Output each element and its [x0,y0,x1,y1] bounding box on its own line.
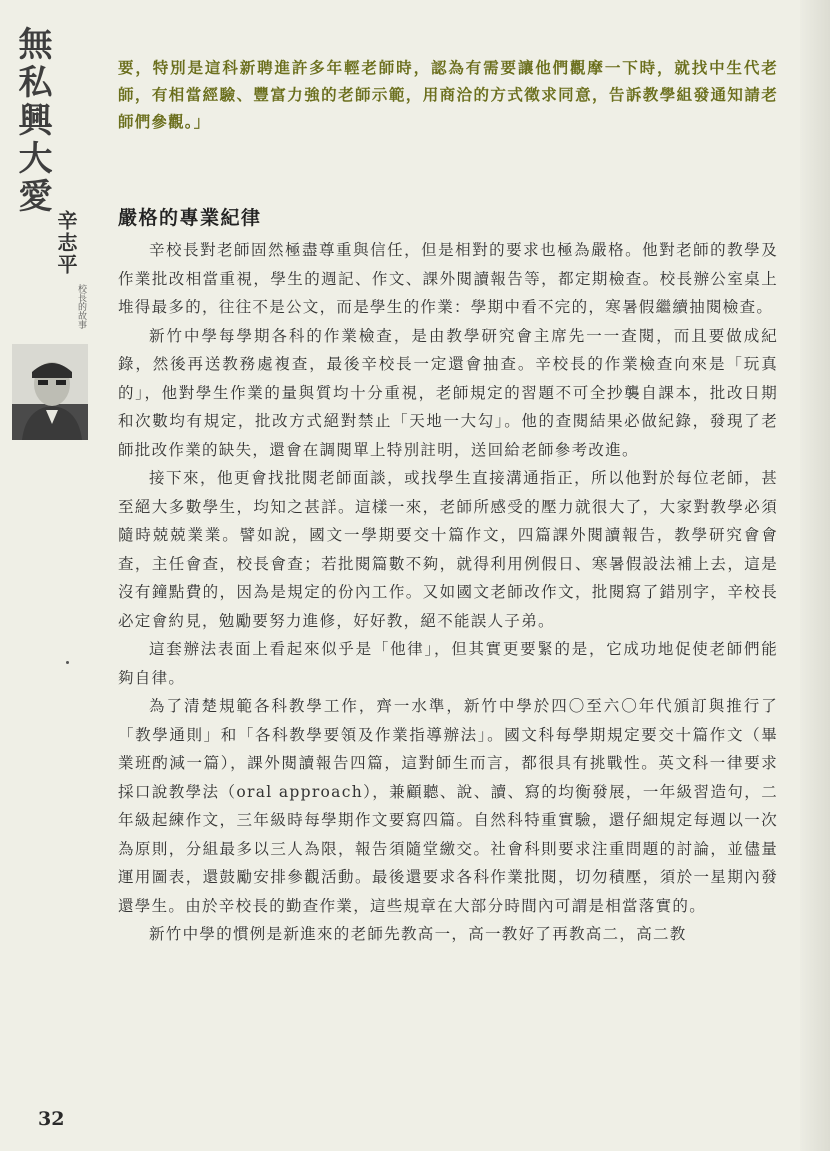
print-speck [66,661,69,664]
paragraph-4: 這套辦法表面上看起來似乎是「他律」，但其實更要緊的是，它成功地促使老師們能夠自律。 [118,640,778,687]
paragraph-3: 接下來，他更會找批閱老師面談，或找學生直接溝通指正，所以他對於每位老師，甚至絕大多數學生，均知之甚詳。這樣一來，老師所感受的壓力就很大了，大家對教學必須隨時兢兢業業。譬如說，國文一學期要交十篇作文，四篇課外閱讀報告，教學研究會會查，主任會查，校長會查；若批閱篇數不夠，就得利用例假日、寒暑假設法補上去，這是沒有鐘點費的，因為是規定的份內工作。又如國文老師改作文，批閱寫了錯別字，辛校長必定會約見，勉勵要努力進修，好好教，絕不能誤人子弟。 [118,469,778,630]
author-portrait [12,344,88,440]
paragraph-6: 新竹中學的慣例是新進來的老師先教高一，高一教好了再教高二，高二教 [149,925,687,943]
page-edge-shadow [800,0,830,1151]
paragraph-5: 為了清楚規範各科教學工作，齊一水準，新竹中學於四〇至六〇年代頒訂與推行了「教學通則」和「各科教學要領及作業指導辦法」。國文科每學期規定要交十篇作文（畢業班酌減一篇），課外閱讀報告四篇，這對師生而言，都很具有挑戰性。英文科一律要求採口說教學法（oral approach），兼顧聽、說、讀、寫的均衡發展，一年級習造句，二年級起練作文，三年級時每學期作文要寫四篇。自然科特重實驗，還仔細規定每週以一次為原則，分組最多以三人為限，報告須隨堂繳交。社會科則要求注重問題的討論，並儘量運用圖表，還鼓勵安排參觀活動。最後還要求各科作業批閱，切勿積壓，須於一星期內發還學生。由於辛校長的勤查作業，這些規章在大部分時間內可謂是相當落實的。 [118,697,778,915]
book-title: 無私興大愛 [12,26,52,216]
page-content [118,55,778,949]
quote-continuation: 要，特別是這科新聘進許多年輕老師時，認為有需要讓他們觀摩一下時，就找中生代老師，有相當經驗、豐富力強的老師示範，用商洽的方式徵求同意，告訴教學組發通知請老師們參觀。」 [118,59,778,131]
author-name: 辛志平 [54,210,78,276]
page-number: 32 [38,1108,65,1130]
book-subtitle: 校長的故事 [76,284,86,329]
paragraph-2: 新竹中學每學期各科的作業檢查，是由教學研究會主席先一一查閱，而且要做成紀錄，然後再送教務處複查，最後辛校長一定還會抽查。辛校長的作業檢查向來是「玩真的」，他對學生作業的量與質均十分重視，老師規定的習題不可全抄襲自課本，批改日期和次數均有規定，批改方式絕對禁止「天地一大勾」。他的查閱結果必做紀錄，發現了老師批改作業的缺失，還會在調閱單上特別註明，送回給老師參考改進。 [118,326,778,459]
section-title: 嚴格的專業紀律 [118,207,262,229]
sidebar-banner [10,22,86,420]
paragraph-1: 辛校長對老師固然極盡尊重與信任，但是相對的要求也極為嚴格。他對老師的教學及作業批改相當重視，學生的週記、作文、課外閱讀報告等，都定期檢查。校長辦公室桌上堆得最多的，往往不是公文，而是學生的作業：學期中看不完的，寒暑假繼續抽閱檢查。 [118,241,778,316]
